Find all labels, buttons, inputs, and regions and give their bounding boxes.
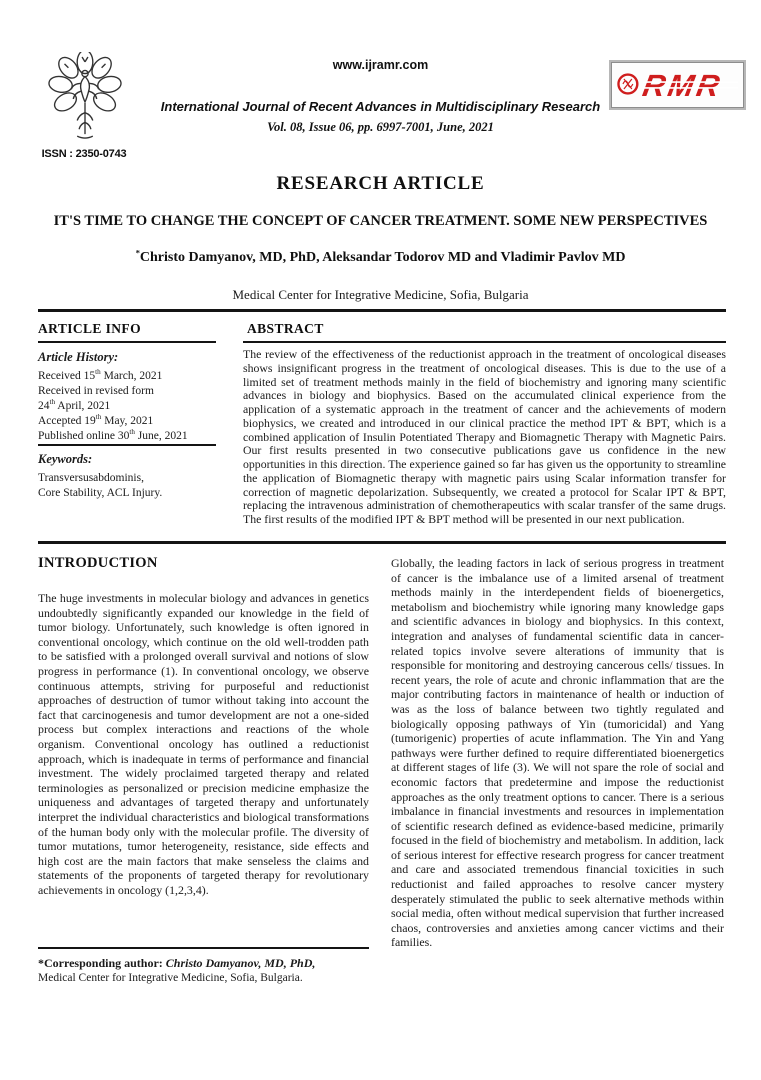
introduction-heading: INTRODUCTION	[38, 555, 158, 571]
history-sup: th	[129, 428, 135, 437]
article-info-underline	[38, 341, 216, 343]
corresponding-author-label: *Corresponding author:	[38, 956, 163, 970]
history-text: March, 2021	[100, 370, 163, 382]
paper-title: IT'S TIME TO CHANGE THE CONCEPT OF CANCER TREATMENT. SOME NEW PERSPECTIVES	[53, 213, 708, 229]
authors-asterisk: *	[135, 247, 140, 258]
history-sup: th	[95, 368, 101, 377]
issue-line: Vol. 08, Issue 06, pp. 6997-7001, June, 2021	[267, 120, 494, 134]
history-text: Published online 30	[38, 430, 130, 442]
rmr-logo-icon	[609, 60, 746, 110]
history-text: Received 15	[38, 370, 96, 382]
history-text: 24	[38, 400, 50, 412]
abstract-underline	[243, 341, 726, 343]
rmr-logo-text: RMR	[640, 68, 726, 103]
history-text: April, 2021	[55, 400, 111, 412]
keyword-line: Core Stability, ACL Injury.	[38, 487, 163, 499]
article-history-label: Article History:	[38, 350, 119, 364]
keyword-line: Transversusabdominis,	[38, 472, 144, 484]
abstract-text: The review of the effectiveness of the reductionist approach in the treatment of oncological diseases shows insignificant progress in the treatment of oncological diseases. This is due to the use of a limited set of treatment methods mainly in the field of biochemistry and ignoring many scientific advances in biology and biophysics. Based on the accumulated clinical experience from the application of a systematic approach in the treatment of cancer and the achievements of modern biophysics, we created and introduced in our clinical practice the method IPT & BPT, which is a combined application of Insulin Potentiated Therapy and Biomagnetic Therapy with Magnetic Pairs. Our first results presented in two consecutive publications gave us confidence in the new opportunities in this direction. The experience gained so far has given us the opportunity to streamline the application of Biomagnetic therapy with magnetic pairs using Scalar information transfer for correction of magnetic depolarization. Subsequently, we created a protocol for Scalar IPT & BPT, replacing the intravenous administration of chemotherapeutics with scalar transfer of the same drugs. The first results of the modified IPT & BPT method will be presented in our next publication.	[243, 347, 726, 526]
corresponding-author-affiliation: Medical Center for Integrative Medicine, Sofia, Bulgaria.	[38, 972, 303, 984]
history-line	[38, 399, 233, 414]
history-text: May, 2021	[101, 415, 154, 427]
corresponding-author-footnote	[38, 956, 369, 986]
title-divider	[38, 309, 726, 312]
keywords-divider	[38, 444, 216, 446]
introduction-left-column: The huge investments in molecular biology and advances in genetics undoubtedly significantly expanded our knowledge in the field of tumor biology. Unfortunately, such knowledge is often ignored in conventional oncology, which continue on the old well-trodden path to be satisfied with a prolonged overall survival and notions of slow progress in performance (1). In conventional oncology, we observe continuous attempts, striving for purposeful and reductionist approaches of destruction of tumor without taking into account the fact that carcinogenesis and tumor development are not a one-sided process but complex interactions and reactions of the whole organism. Conventional oncology has outlined a reductionist approach, which is inadequate in terms of performance and financial investment. The widely proclaimed targeted therapy and related terminologies as personalized or precision medicine emphasize the uniqueness and advantages of targeted therapy and unfortunately interpret the individual characteristics and biological transformations of the human body only with the molecular profile. The diversity of tumor mutations, tumor heterogeneity, resistance, side effects and high cost are the main factors that make senseless the claims and statements of the proponents of targeted therapy for revolutionary achievements in oncology (1,2,3,4).	[38, 591, 369, 897]
section-divider	[38, 541, 726, 544]
history-text: June, 2021	[134, 430, 188, 442]
history-sup: th	[49, 398, 56, 407]
issn-label: ISSN : 2350-0743	[41, 148, 127, 160]
journal-name: International Journal of Recent Advances in Multidisciplinary Research	[160, 99, 601, 114]
keywords-label: Keywords:	[38, 452, 93, 466]
keywords-list	[38, 471, 233, 501]
footnote-divider	[38, 947, 369, 949]
corresponding-author-line	[38, 956, 369, 971]
history-text: Accepted 19	[38, 415, 96, 427]
affiliation: Medical Center for Integrative Medicine, Sofia, Bulgaria	[232, 287, 529, 302]
article-type-label: RESEARCH ARTICLE	[276, 173, 485, 194]
authors-line	[0, 247, 761, 266]
history-text: Received in revised form	[38, 385, 154, 397]
history-line	[38, 384, 233, 399]
history-line	[38, 414, 233, 429]
history-line	[38, 369, 233, 384]
history-line	[38, 429, 233, 444]
article-history-list	[38, 369, 233, 444]
authors-text: Christo Damyanov, MD, PhD, Aleksandar Todorov MD and Vladimir Pavlov MD	[139, 250, 626, 265]
article-info-heading: ARTICLE INFO	[38, 321, 141, 336]
site-url-link[interactable]: www.ijramr.com	[332, 58, 429, 72]
abstract-heading: ABSTRACT	[247, 321, 324, 336]
introduction-right-column: Globally, the leading factors in lack of serious progress in treatment of cancer is the imbalance use of a limited arsenal of treatment methods mainly in the interdependent fields of bioenergetics, metabolism and biochemistry while ignoring many knowledge gaps and scientific advances in biology and biophysics. In this context, integration and analyses of fundamental scientific data in cancer-related topics involve severe alterations of immunity that is responsible for monitoring and destroying cancerous cells/ tissues. In recent years, the role of acute and chronic inflammation that are the major contributing factors in maintenance of health or induction of was as the loss of balance between two tightly regulated and biologically opposing pathways of Yin (tumoricidal) and Yang (tumorigenic) properties of acute inflammation. The Yin and Yang pathways were further defined to require differentiated bioenergetics at different stages of life (3). We will not spare the role of social and economic factors that predetermine and impose the reductionist approaches as the only treatment options to cancer. There is a serious imbalance in financial investments and resources in implementation of scientific research defined as evidence-based medicine, primarily focused in the field of biochemistry and metabolism. In addition, lack of serious interest for effective research progress for cancer treatment and care and associated tremendous financial toxicities in such reductionist and failed approaches to resolve cancer mystery desperately stimulated the public to seek alternative methods within social media, often without medical supervision that further increased chaos, controversies and anxieties among cancer victims and their families.	[391, 556, 724, 950]
corresponding-author-name: Christo Damyanov, MD, PhD,	[165, 956, 316, 970]
history-sup: th	[95, 413, 102, 422]
